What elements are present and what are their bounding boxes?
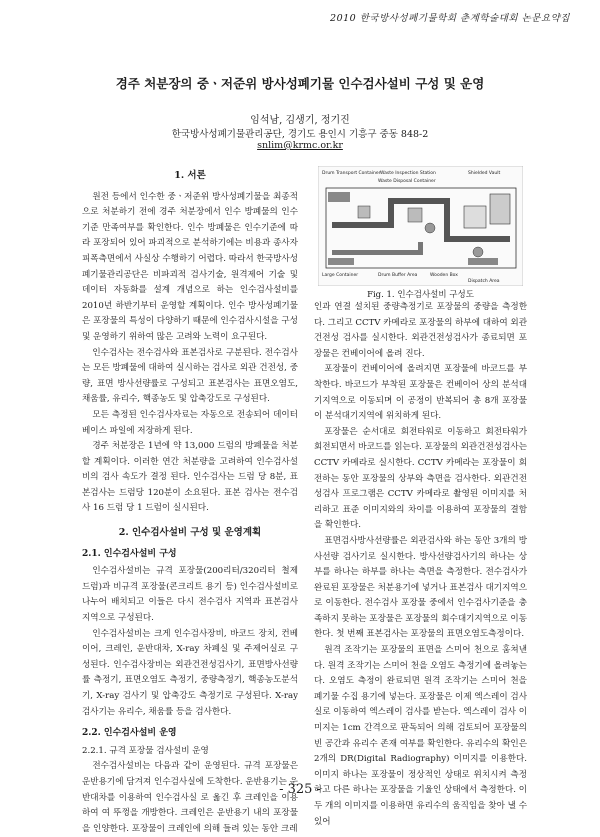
equipment-paragraph-1: 인수검사설비는 규격 포장물(200리터/320리터 철제 드럼)과 비규격 포장물(콘크리트 용기 등) 인수검사설비로 나누어 배치되고 이들은 다시 전수검사 지역과 표본검사 지역으로 구성된다. bbox=[82, 566, 298, 624]
operation-paragraph-1: 전수검사설비는 다음과 같이 운영된다. 규격 포장물은 운반용기에 담겨져 인수검사실에 도착한다. 운반용기는 운반대차를 이용하여 인수검사실 로 옮긴 후 크레인을 이용하여 여 뚜껑을 개방한다. 크레인은 운반용기 내의 포장물을 인양한다. 포장물이 크레인에 의해 들려 있는 동안 크레 bbox=[82, 761, 298, 834]
intro-paragraph-4: 경주 처분장은 1년에 약 13,000 드럼의 방폐물을 처분할 계획이다. 이러한 연간 처분량을 고려하여 인수검사설비의 검사 속도가 결정 된다. 인수검사는 드럼 당 8분, 표본검사는 드럼당 120분이 소요된다. 표본 검사는 전수검사 16 드럼 당 1 드럼이 실시된다. bbox=[82, 441, 298, 514]
label-shielded-vault: Shielded Vault bbox=[468, 171, 501, 176]
subsubsection-heading-2-2-1: 2.2.1. 규격 포장물 검사설비 운영 bbox=[82, 745, 209, 756]
right-column bbox=[314, 300, 527, 830]
equipment-paragraph-2: 인수검사설비는 크게 인수검사장비, 바코드 장치, 컨베이어, 크레인, 운반대차, X-ray 차폐실 및 주제어실로 구성된다. 인수검사장비는 외관건전성검사기, 표면방사선량률 측정기, 표면오염도 측정기, 중량측정기, 핵종농도분석기, X-ray 검사기 및 압축강도 측정기로 구성된다. X-ray 검사기는 유리수, 채움률 등을 검사한다. bbox=[82, 628, 298, 717]
label-dispatch: Dispatch Area bbox=[468, 279, 500, 284]
label-waste-inspection: Waste Inspection Station bbox=[380, 171, 436, 176]
right-paragraph-1: 인과 연결 설치된 중량측정기로 포장물의 중량을 측정한다. 그리고 CCTV 카메라로 포장물의 하부에 대하여 외관건전성 검사를 실시한다. 외관건전성검사가 종료되면 포장물은 컨베이어에 올려 진다. bbox=[314, 302, 527, 359]
right-paragraph-4: 표면검사방사선량률은 외관검사와 하는 동안 3개의 방사선량 검사기로 실시한다. 방사선량검사기의 하나는 상부를 하나는 하부를 하나는 측면을 측정한다. 전수검사가 완료된 포장물은 처분용기에 넣거나 표본검사 대기지역으로 이동한다. 전수검사 포장물 중에서 인수검사기준을 충족하지 못하는 포장물은 포장물의 회수대기지역으로 이동한다. 첫 번째 표본검사는 포장물의 표면오염도측정이다. bbox=[314, 535, 527, 640]
label-waste-disposal: Waste Disposal Container bbox=[378, 179, 436, 184]
figure-caption: Fig. 1. 인수검사설비 구성도 bbox=[367, 290, 474, 300]
running-header: 2010 한국방사성폐기물학회 춘계학술대회 논문요약집 bbox=[330, 13, 570, 24]
facility-layout-diagram bbox=[318, 166, 523, 286]
right-paragraph-3: 포장물은 순서대로 회전타워로 이동하고 회전타워가 회전되면서 바코드를 읽는다. 포장물의 외관건전성검사는 CCTV 카메라로 실시한다. CCTV 카메라는 포장물이 회전하는 동안 포장물의 상부와 측면을 검사한다. 외관건전성검사 프로그램은 CCTV 카메라로 촬영된 이미지를 처리하고 표준 이미지와의 차이를 이용하여 포장물의 결함을 확인한다. bbox=[314, 426, 527, 531]
right-paragraph-2: 포장물이 컨베이어에 올려지면 포장물에 바코드를 부착한다. 바코드가 부착된 포장물은 컨베이어 상의 분석대기지역으로 이동되며 이 공정이 반복되어 총 8개 포장물이 분석대기지역에 위치하게 된다. bbox=[314, 364, 527, 422]
intro-paragraph-3: 모든 측정된 인수검사자료는 자동으로 전송되어 데이터베이스 파일에 저장하게 된다. bbox=[82, 409, 298, 436]
paper-affiliation: 한국방사성폐기물관리공단, 경기도 용인시 기흥구 중동 848-2 bbox=[171, 129, 429, 140]
section-heading-equipment: 2. 인수검사설비 구성 및 운영계획 bbox=[118, 527, 262, 539]
author-email-link[interactable]: snlim@krmc.or.kr bbox=[257, 140, 343, 151]
right-paragraph-5: 원격 조작기는 포장물의 표면을 스미어 천으로 훔쳐낸다. 원격 조작기는 스미어 천을 오염도 측정기에 올려놓는다. 오염도 측정이 완료되면 원격 조작기는 스미어 천을 폐기물 수집 용기에 넣는다. 포장물은 이제 엑스레이 검사실로 이동하여 엑스레이 검사를 받는다. 엑스레이 검사 이미지는 1cm 간격으로 판독되어 의해 검토되어 포장물의 빈 공간과 유리수 존재 여부를 확인한다. 유리수의 확인은 2개의 DR(Digital Radiography) 이미지를 이용한다. 이미지 하나는 포장물이 정상적인 상태로 위치시켜 측정하고 다른 하나는 포장물을 기울인 상태에서 측정한다. 이 두 개의 이미지를 이용하면 유리수의 움직임을 찾아 낼 수 있어 bbox=[314, 645, 527, 827]
label-wooden-box: Wooden Box bbox=[430, 273, 458, 278]
paper-title: 경주 처분장의 중ㆍ저준위 방사성폐기물 인수검사설비 구성 및 운영 bbox=[115, 76, 485, 91]
label-drum-buffer: Drum Buffer Area bbox=[378, 273, 418, 278]
facility-layout-figure bbox=[318, 166, 523, 286]
subsection-heading-2-1: 2.1. 인수검사설비 구성 bbox=[82, 548, 177, 559]
label-drum-transport: Drum Transport Container bbox=[322, 171, 381, 176]
intro-paragraph-2: 인수검사는 전수검사와 표본검사로 구분된다. 전수검사는 모든 방폐물에 대하여 실시하는 검사로 외관 건전성, 중량, 표면 방사선량률로 구성되고 표본검사는 표면오염도, 채움률, 유리수, 핵종농도 및 압축강도로 구성된다. bbox=[82, 347, 298, 405]
subsection-heading-2-2: 2.2. 인수검사설비 운영 bbox=[82, 728, 177, 739]
left-column bbox=[82, 160, 298, 837]
page-number: - 325 - bbox=[279, 782, 321, 797]
paper-authors: 임석남, 김생기, 정기진 bbox=[250, 115, 350, 126]
section-heading-intro: 1. 서론 bbox=[174, 170, 206, 181]
label-large-container: Large Container bbox=[322, 273, 359, 278]
intro-paragraph-1: 원전 등에서 인수한 중ㆍ저준위 방사성폐기물을 최종적으로 처분하기 전에 경주 처분장에서 인수 방폐물의 인수기준 만족여부를 확인한다. 인수 방폐물은 인수기준에 따라 포장되어 있어 파괴적으로 분석하기에는 비용과 종사자 피폭측면에서 사실상 수행하기 어렵다. 따라서 한국방사성폐기물관리공단은 비파괴적 검사기술, 원격제어 기술 및 데이터 자동화를 설계 개념으로 하는 인수검사설비를 2010년 하반기부터 운영할 계획이다. 인수 방사성폐기물은 포장물의 특성이 다양하기 때문에 인수검사시설을 구성 및 운영하기 위하여 많은 고려와 노력이 요구된다. bbox=[82, 191, 298, 342]
